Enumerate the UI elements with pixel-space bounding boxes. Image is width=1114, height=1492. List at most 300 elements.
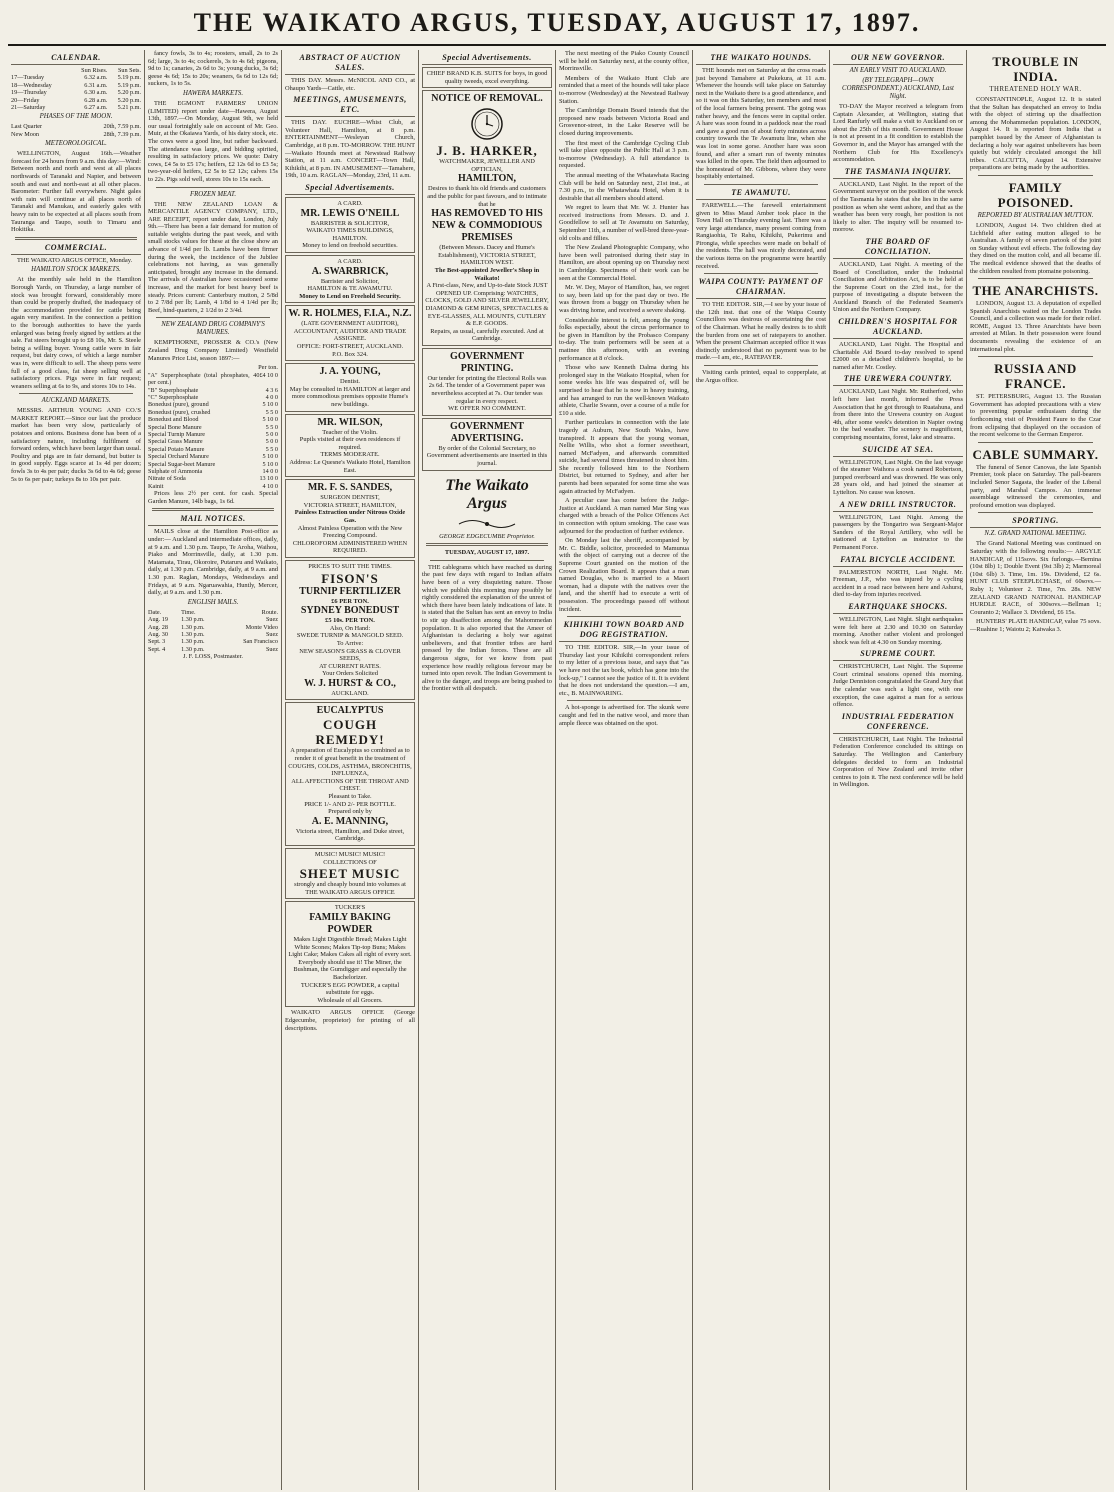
tasmania-report: AUCKLAND, Last Night. In the report of the Government surveyor on the position of the wreck of the Tasmania he states that she lies in the same position as when she went ashore, and that as the weather has been very rough, her position is not likely to alter. The inquiry will be resumed to-morrow. [833, 180, 963, 234]
waipa-county-title: WAIPA COUNTY: PAYMENT OF CHAIRMAN. [696, 277, 826, 299]
table-cell: Time. [181, 608, 196, 616]
ad-line: CHLOROFORM ADMINISTERED WHEN REQUIRED. [292, 539, 408, 555]
sporting-report: The Grand National Meeting was continued on Saturday with the following results:— ARGYLE HANDICAP, of 115sovs. Six furlongs.—Bernina (10st 8lb) 1; Double Event (9st 3lb) 2; Marmoreal (10st 6lb) 3. Time, 1m. 19s. Dividend, £2 6s. HUNT CLUB STEEPLECHASE, of 60sovs.—Ruby 1; Volunteer 2. Time, 7m. 28s. NEW ZEALAND GRAND NATIONAL HANDICAP HURDLE RACE, of 300sovs.—Bellman 1; Couranto 2; Wallace 3. Dividend, £6 15s. [970, 540, 1101, 616]
divider [426, 543, 548, 546]
table-row [11, 82, 141, 89]
newspaper-nameplate [422, 475, 552, 561]
column-1 [8, 50, 145, 1490]
table-cell: 5 0 0 [265, 438, 278, 446]
table-row [148, 483, 278, 490]
masthead: THE WAIKATO ARGUS, TUESDAY, AUGUST 17, 1897. [8, 6, 1106, 46]
table-row [148, 646, 278, 653]
table-cell: Sun Sets. [117, 67, 141, 74]
table-row [148, 638, 278, 645]
ad-line: Money to lend on freehold securities. [302, 242, 398, 250]
column-2 [145, 50, 282, 1490]
news-paragraph: Further particulars in connection with the late tragedy at Auburn, New South Wales, have transpired. It appears that the young woman, Nellie Willis, who shot a former sweetheart, named McFadyen, and afterwards committed suicide, had several times threatened to shoot him. She recently followed him to the Northern District, but returned to Sydney, and after her parents had been separated for some time she was again attracted by McFadyen. [559, 419, 689, 495]
mail-notices-text: MAILS close at the Hamilton Post-office as under:— Auckland and intermediate offices, daily, at 9 a.m. and 1.30 p.m. Taupo, Te Aroha, Waihou, Piako and Morrinsville, daily, at 1.30 p.m. Matamata, Tirau, Okoroire, Putaruru and Waikato, daily, at 1.30 p.m. Cambridge, daily, at 9 a.m. and 1.30 p.m. Raglan, Mondays, Wednesdays and Fridays, at 9 a.m. Ngaruawahia, Huntly, Mercer, daily, at 9 a.m. and 1.30 p.m. [148, 528, 278, 597]
ad-heading: GOVERNMENT PRINTING. [450, 350, 524, 374]
table-row [11, 89, 141, 96]
table-row [148, 453, 278, 460]
table-row [11, 74, 141, 81]
sporting-report: HUNTERS' PLATE HANDICAP, value 75 sovs.—Ruahine 1; Waiotu 2; Kaiwaka 3. [970, 618, 1101, 633]
ad-line: AT CURRENT RATES. [319, 662, 381, 670]
auction-sales-title: ABSTRACT OF AUCTION SALES. [285, 53, 415, 75]
table-row [148, 624, 278, 631]
leader-article: THE cablegrams which have reached us during the past few days with regard to Indian affairs have been of a very disquieting nature. Those which we publish this morning may possibly be rightly considered the explanation of the unrest of which there have been lately indications of late. It is stated that the Sultan has sent an envoy to India to stir up disaffection among the Mahommedan population. It is also reported that the Ameer of Afghanistan is declaring a holy war against unbelievers, and that frontier tribes are hard pressed by the Indian forces. These are all dangerous signs, for we know from past experience how readily religious fervour may be turned into open revolt. The Indian Government is alive to the danger, and troops are being pushed to the frontier with all despatch. [422, 563, 552, 693]
childrens-hospital-title: CHILDREN'S HOSPITAL FOR AUCKLAND. [833, 317, 963, 339]
ad-line: OFFICE: FORT-STREET, AUCKLAND. [296, 343, 404, 351]
news-paragraph: A peculiar case has come before the Judge-Justice at Auckland. A man named Mar Sing was charged with a breach of the Police Offences Act in connection with opium smoking. The case was adjourned for the production of further evidence. [559, 497, 689, 535]
column-4 [419, 50, 556, 1490]
table-cell: 1.30 p.m. [181, 638, 205, 646]
family-poisoned-subtitle: REPORTED BY AUSTRALIAN MUTTON. [977, 211, 1094, 219]
table-cell: Sept. 4 [148, 645, 166, 653]
ad-line: PRICE 1/- AND 2/- PER BOTTLE. [304, 800, 396, 808]
commercial-title: COMMERCIAL. [11, 243, 141, 255]
ad-line: Also, On Hand: [329, 624, 371, 632]
table-cell: Bonedust and Blood [148, 416, 199, 424]
table-cell [11, 67, 70, 74]
table-cell: Aug. 19 [148, 616, 168, 624]
table-cell: 5.20 p.m. [117, 96, 141, 104]
ad-line: HAMILTON, [457, 173, 517, 185]
ad-line: Our tender for printing the Electoral Rolls was 2s 6d. The tender of a Government paper was nevertheless accepted at 7s. Our tender was regular in every respect. [427, 374, 547, 405]
governor-heading: AN EARLY VISIT TO AUCKLAND. [849, 67, 947, 74]
table-cell: Bonedust (pure), crushed [148, 408, 211, 416]
table-row [148, 616, 278, 623]
te-awamutu-report: FAREWELL.—The farewell entertainment given to Miss Maud Amber took place in the Town Hall on Thursday evening last. There was a very large attendance, many present coming from Rangiaohia, Te Rahu, Kihikihi, Pukerimu and Pirongia, while speeches were made on behalf of the residents. The hall was nicely decorated, and the various items on the programme were heartily received. [696, 201, 826, 270]
commercial-subtitle: THE WAIKATO ARGUS OFFICE, Monday. [17, 256, 133, 264]
news-paragraph: On Monday last the sheriff, accompanied by Mr. C. Biddle, solicitor, proceeded to Mamunua with the object of carrying out a decree of the Supreme Court granted on the motion of the Crown Realization Board. It appears that a man named Douglas, who is married to a Maori woman, had a dispute with the natives over the land, and the sheriff had to execute a writ of possession. The proceedings passed off without incident. [559, 537, 689, 613]
governor-report: TO-DAY the Mayor received a telegram from Captain Alexander, at Wellington, stating that Lord Ranfurly will make a visit to Auckland on or about the 25th of this month. Government House is not at present in a fit condition to establish the Governor in, and the Mayor has arranged with the Northern Club for His Excellency's accommodation. [833, 103, 963, 164]
table-cell: Suez [265, 631, 278, 639]
fisons-advert [285, 560, 415, 701]
postmaster-signature: J. F. LOSS, Postmaster. [182, 653, 244, 661]
ad-line: Prepared only by [328, 808, 372, 816]
ad-line: Your Orders Solicited [322, 670, 378, 678]
sheet-music-advert [285, 848, 415, 899]
poultry-prices-text: fancy fowls, 3s to 4s; roosters, small, 2s to 2s 6d; large, 3s to 4s; cockerels, 3s to 4s 6d; pigeons, 9d to 1s; canaries, 2s 6d to 3s; young ducks, 3s 6d; geese 4s 6d; 15s to 20s; weaners, 6s 6d to 12s 6d; suckers, 1s to 5s. [148, 50, 278, 88]
table-cell: 6.30 a.m. [84, 89, 108, 97]
visiting-cards-note: Visiting cards printed, equal to copperplate, at the Argus office. [696, 369, 826, 384]
ad-line: Victoria street, Hamilton, and Duke street, Cambridge. [295, 827, 405, 843]
divider [567, 616, 681, 617]
table-cell: Special Grass Manure [148, 438, 203, 446]
ad-line: HAMILTON. [332, 234, 368, 242]
news-paragraph: A hot-sponge is advertised for. The skunk were caught and fed in the native wool, and more than ample fleece was obtained on the spot. [559, 704, 689, 727]
ad-line: (Between Messrs. Dacey and Hume's Establishment), VICTORIA STREET, HAMILTON WEST. [438, 244, 536, 267]
childrens-hospital-report: AUCKLAND, Last Night. The Hospital and Charitable Aid Board to-day resolved to spend £2000 on a detached children's hospital, to be named after Mr. Costley. [833, 341, 963, 371]
table-cell: 28th, 7.39 p.m. [103, 130, 141, 138]
ad-line: Wholesale of all Grocers. [317, 996, 383, 1004]
ad-line: ACCOUNTANT, AUDITOR AND TRADE ASSIGNEE. [293, 327, 407, 343]
ad-line: TURNIP FERTILIZER [299, 585, 401, 597]
ad-line: A CARD. [337, 199, 363, 207]
table-cell: Special Sugar-beet Manure [148, 460, 216, 468]
table-cell: 5 10 0 [262, 460, 278, 468]
auckland-markets-title: AUCKLAND MARKETS. [41, 397, 111, 405]
ad-line: Address: Le Quesne's Waikato Hotel, Hamilton East. [289, 459, 411, 474]
ad-line: SWEDE TURNIP & MANGOLD SEED. [296, 632, 404, 640]
news-paragraph: We regret to learn that Mr. W. J. Hunter has received instructions from Messrs. D. and J. Goodfellow to sell at Te Awamutu on Saturday, September 11th, a number of well-bred three-year-old colts and fillies. [559, 204, 689, 242]
table-cell: 6.27 a.m. [84, 104, 108, 112]
ad-line: May be consulted in HAMILTON at larger and more commodious premises opposite Hume's new buildings. [289, 385, 411, 409]
ad-line: VICTORIA STREET, HAMILTON, [303, 501, 397, 509]
ad-line: BARRISTER & SOLICITOR, [310, 219, 390, 227]
ad-line: HAMILTON & TE AWAMUTU. [307, 285, 393, 293]
ad-line: £5 10s. PER TON. [325, 617, 375, 625]
table-cell: 13 10 0 [259, 475, 278, 483]
table-cell: Nitrate of Soda [148, 475, 186, 483]
swarbrick-advert [285, 255, 415, 303]
table-cell: 5 5 0 [265, 423, 278, 431]
news-paragraph: Those who saw Kenneth Dalma during his prolonged stay in the Waikato Hospital, when for some weeks his life was despaired of, will be surprised to hear that he is now in heavy training, and has arranged to run the well-known Waikato athlete, Charlie Swann, over a course of a mile for £10 a side. [559, 364, 689, 417]
anarchists-report: LONDON, August 13. A deputation of expelled Spanish Anarchists waited on the London Trades Council, and a collection was made for their relief. ROME, August 13. Three Anarchists have been arrested at Milan. In their possession were found documents revealing the existence of an international plot. [970, 300, 1101, 353]
ad-heading: W. R. HOLMES, F.I.A., N.Z. [288, 308, 412, 320]
table-row [11, 97, 141, 104]
table-row [11, 104, 141, 111]
divider [430, 560, 544, 561]
divider [978, 278, 1093, 279]
divider [704, 365, 818, 366]
table-cell: 5 10 0 [262, 401, 278, 409]
bicycle-accident-report: PALMERSTON NORTH, Last Night. Mr. Freeman, J.P., who was injured by a cycling accident in a road race between here and Ashurst, died to-day from injuries received. [833, 568, 963, 599]
ad-line: Barrister and Solicitor, [320, 277, 380, 285]
table-cell: San Francisco [243, 638, 278, 646]
table-cell: 5.20 p.m. [117, 89, 141, 97]
auckland-markets-text: MESSRS. ARTHUR YOUNG AND CO.'S MARKET REPORT.—Since our last the produce market has been very slow, particularly of potatoes and onions. Business done has been of a satisfactory nature, including fulfilment of forward orders, which have been larger than usual. Poultry and pigs are in fair demand, but butter is in good supply. Eggs scarce at 1s 4d per dozen; fowls 3s to 4s per pair; ducks 3s 6d to 4s 6d; geese 5s to 6s per pair; turkeys 8s to 10s per pair. [11, 407, 141, 483]
earthquake-report: WELLINGTON, Last Night. Slight earthquakes were felt here at 2.30 and 10.30 on Saturday morning. Another rather violent and prolonged shock was felt at 4.30 on Sunday morning. [833, 615, 963, 646]
table-row [148, 409, 278, 416]
table-cell: Monte Video [245, 623, 278, 631]
frozen-meat-title: FROZEN MEAT. [189, 190, 237, 198]
table-cell: 5.19 p.m. [117, 74, 141, 82]
manure-note: Prices less 2½ per cent. for cash. Special Garden Manure, 14lb bags, 1s 6d. [148, 490, 278, 505]
table-cell: 1.30 p.m. [181, 645, 205, 653]
table-cell: Route. [261, 608, 278, 616]
news-paragraph: The annual meeting of the Whatawhata Racing Club will be held on Saturday next, 21st inst., at 7.30 p.m., to the Whatawhata Hotel, when it is desirable that all members should attend. [559, 171, 689, 202]
column-8 [967, 50, 1104, 1490]
meetings-title: MEETINGS, AMUSEMENTS, ETC. [285, 95, 415, 117]
earthquake-title: EARTHQUAKE SHOCKS. [833, 602, 963, 614]
table-cell: 6.31 a.m. [84, 81, 108, 89]
column-3 [282, 50, 419, 1490]
table-cell: 17—Tuesday [11, 74, 45, 82]
ad-heading: COUGH REMEDY! [315, 717, 385, 748]
urewera-title: THE UREWERA COUNTRY. [833, 374, 963, 386]
table-row [148, 609, 278, 616]
ad-line: P.O. Box 324. [332, 350, 368, 358]
divider [704, 273, 818, 274]
hounds-report: THE hounds met on Saturday at the cross roads just beyond Tamahere at Pukekura, at 11 a.m. Whenever the hounds will take place on Saturday next in the Waikato there is a good attendance, and so it was on this Saturday, ten members and most of the local farmers being present. The going was rather heavy, and the fences were in capital order. A hare was soon found in a paddock near the road and gave a good run of about forty minutes across country towards the Te Awamutu line, when she was lost in some gorse. Another hare was soon found, and after a smart run of twenty minutes was killed in the open. The field then adjourned to the homestead of Mr. Gibbons, where they were hospitably entertained. [696, 67, 826, 181]
table-cell: 20—Friday [11, 96, 40, 104]
table-row [11, 67, 141, 74]
ad-line: A First-class, New, and Up-to-date Stock JUST OPENED UP. Comprising: WATCHES, CLOCKS, GOLD AND SILVER JEWELLERY, DIAMOND & GEM RINGS, SPECTACLES & EYE-GLASSES, ALL MOUNTS, CUTLERY & E.P. GOODS. [425, 282, 549, 328]
ad-line: To Arrive: [336, 639, 364, 647]
table-row [11, 131, 141, 138]
ad-line: PRICES TO SUIT THE TIMES. [308, 562, 392, 570]
ad-line: Money to Lend on Freehold Security. [299, 292, 401, 300]
english-mails-table [148, 609, 278, 653]
divider [15, 237, 137, 240]
column-5 [556, 50, 693, 1490]
federation-report: CHRISTCHURCH, Last Night. The Industrial Federation Conference concluded its sittings on Saturday. The Wellington and Canterbury delegates decided to form an Industrial Corporation of New Zealand and invite other centres to join it. The next conference will be held in Wellington. [833, 735, 963, 789]
ad-line: A. E. MANNING, [311, 815, 389, 827]
table-cell: 5 5 0 [265, 408, 278, 416]
meteorological-title: METEOROLOGICAL. [45, 140, 107, 148]
table-cell: Bonedust (pure), ground [148, 401, 209, 409]
calendar-title: CALENDAR. [11, 53, 141, 65]
moon-title: PHASES OF THE MOON. [39, 113, 113, 121]
ad-line: Almost Painless Operation with the New Freezing Compound. [297, 524, 403, 540]
table-cell: Sun Rises. [81, 67, 108, 74]
india-subtitle: THREATENED HOLY WAR. [989, 86, 1082, 93]
chief-brand-advert [422, 67, 552, 88]
ad-heading: J. A. YOUNG, [319, 366, 381, 378]
ad-heading: MR. F. S. SANDES, [307, 482, 393, 494]
government-advertising-advert [422, 418, 552, 471]
table-cell: 4 0 0 [265, 394, 278, 401]
suicide-title: SUICIDE AT SEA. [833, 445, 963, 457]
family-poisoned-report: LONDON, August 14. Two children died at Lichfield after eating mutton alleged to be Australian. A family of seven partook of the joint on Sunday without evil effects. The following day they dined on the mutton cold, and all became ill. The medical evidence showed that the deaths of the children resulted from ptomaine poisoning. [970, 221, 1101, 275]
ad-line: Repairs, as usual, carefully executed. And at Cambridge. [430, 327, 544, 343]
eucalyptus-advert [285, 702, 415, 846]
russia-france-report: ST. PETERSBURG, August 13. The Russian Government has adopted precautions with a view to preventing popular enthusiasm during the forthcoming visit of President Faure to the Czar from eclipsing that displayed on the occasion of the recent welcome to the German Emperor. [970, 393, 1101, 439]
family-poisoned-title: FAMILY POISONED. [997, 179, 1074, 210]
table-cell: Sulphate of Ammonia [148, 468, 203, 476]
russia-france-title: RUSSIA AND FRANCE. [994, 361, 1077, 392]
ad-heading: J. B. HARKER, [436, 143, 538, 159]
conciliation-report: AUCKLAND, Last Night. A meeting of the Board of Conciliation, under the Industrial Conciliation and Arbitration Act, is to be held at the Supreme Court on the 23rd inst., for the purpose of investigating a dispute between the Auckland Branch of the Federated Seamen's Union and the Northern Company. [833, 260, 963, 314]
ad-line: Pupils visited at their own residences if required. [299, 436, 401, 451]
ad-line: THE WAIKATO ARGUS OFFICE [305, 888, 395, 896]
table-row [148, 387, 278, 394]
table-cell: Special Orchard Manure [148, 453, 209, 461]
table-row [148, 446, 278, 453]
ad-line: HAS REMOVED TO HIS NEW & COMMODIOUS PREMISES [431, 208, 543, 244]
conciliation-title: THE BOARD OF CONCILIATION. [833, 237, 963, 259]
governor-byline: (BY TELEGRAPH—OWN CORRESPONDENT.) AUCKLAND, Last Night. [842, 77, 954, 100]
drug-company-subtitle: KEMPTHORNE, PROSSER & CO.'s (New Zealand Drug Company Limited) Westfield Manures Price List, season 1897:— [148, 339, 278, 362]
ad-line: SURGEON DENTIST, [320, 494, 380, 502]
ad-heading: GOVERNMENT ADVERTISING. [450, 420, 524, 444]
ad-heading: FISON'S [321, 570, 379, 586]
sandes-dentist-advert [285, 479, 415, 558]
hounds-title: THE WAIKATO HOUNDS. [696, 53, 826, 65]
ad-line: strongly and cheaply bound into volumes at [294, 881, 406, 889]
argus-office-note: WAIKATO ARGUS OFFICE (George Edgecumbe, proprietor) for printing of all descriptions. [285, 1009, 415, 1032]
ad-line: COLLECTIONS OF [323, 858, 377, 866]
suicide-report: WELLINGTON, Last Night. On the last voyage of the steamer Waihora a cook named Robertson, jumped overboard and was drowned. He was only 28 years old, and had joined the steamer at Lyttelton. No cause was known. [833, 458, 963, 496]
drill-instructor-report: WELLINGTON, Last Night. Among the passengers by the Tongariro was Sergeant-Major Sanders of the Royal Artillery, who will be stationed at Lyttelton as instructor to the Permanent Force. [833, 513, 963, 551]
ad-line: TUCKER'S [334, 904, 366, 912]
sporting-title: SPORTING. [970, 516, 1101, 528]
hamilton-markets-text: At the monthly sale held in the Hamilton Borough Yards, on Thursday, a large number of stock was brought forward, considerably more than could be properly drafted, the inadequacy of the accommodation provided for cattle being again very manifest. In the connection a petition to the borough authorities to have the yards enlarged was being freely signed by settlers at the sale. Fat steers brought up to £8 10s, Mr. S. Steele being a willing buyer. Young cattle were in fair request, but dairy cows, of which a large number was in, were difficult to sell. The sheep pens were full of a good class, fat sheep selling well at satisfactory prices. Pigs were in fair request; weaners selling at 6s to 9s, and stores 10s to 14s. [11, 276, 141, 390]
ad-line: AUCKLAND. [331, 689, 369, 697]
ad-line: WATCHMAKER, JEWELLER AND OPTICIAN, [439, 158, 535, 173]
meteorological-text: WELLINGTON, August 16th.—Weather forecast for 24 hours from 9 a.m. this day:—Wind: Between north and north and west at all places northwards of Taranaki and Napier, and between south and east and north-east at all other places. Barometer: Further fall everywhere. Night gales with rain will continue at all places north of Taranaki and Manukau, and easterly gales with heavy rain to be expected at all places south from Tauranga and Taupo, south to Timaru and Hokitika. [11, 150, 142, 234]
table-cell: 6.32 a.m. [84, 74, 108, 82]
table-row [148, 438, 278, 445]
ad-heading: A. SWARBRICK, [311, 265, 389, 277]
table-row [148, 631, 278, 638]
table-cell: Special Bone Manure [148, 423, 202, 431]
drill-instructor-title: A NEW DRILL INSTRUCTOR. [833, 500, 963, 512]
bicycle-accident-title: FATAL BICYCLE ACCIDENT. [833, 555, 963, 567]
divider [978, 356, 1093, 357]
table-cell: 6.28 a.m. [84, 96, 108, 104]
divider [19, 393, 133, 394]
news-paragraph: Mr. W. Dey, Mayor of Hamilton, has, we regret to say, been laid up for the past day or two. He was thrown from a buggy on Thursday when he was driving home, and received a severe shaking. [559, 284, 689, 314]
government-printing-advert [422, 348, 552, 416]
table-cell: Suez [265, 645, 278, 653]
table-cell: 5 0 0 [265, 431, 278, 439]
india-report: CONSTANTINOPLE, August 12. It is stated that the Sultan has despatched an envoy to India with the object of stirring up the disaffection among the Mohammedan population. LONDON, August 14. It is reported from India that a pamphlet issued by the Ameer of Afghanistan is declaring a holy war against unbelievers has been quietly but widely circulated amongst the hill tribes. CALCUTTA, August 14. Extensive preparations are being made by the authorities. [970, 96, 1101, 172]
ad-line: NEW SEASON'S GRASS & CLOVER SEEDS, [299, 647, 401, 663]
english-mails-title: ENGLISH MAILS. [187, 598, 239, 606]
auction-sales-text: THIS DAY. Messrs. McNICOL AND CO., at Ohaupo Yards—Cattle, etc. [285, 77, 415, 92]
ad-line: Desires to thank his old friends and customers and the public for past favours, and to intimate that he [427, 185, 547, 208]
drug-unit-label: Per ton. [258, 364, 278, 372]
divider [978, 175, 1093, 176]
ad-line: The Best-appointed Jeweller's Shop in Waikato! [434, 266, 540, 282]
table-cell: Kainit [148, 482, 164, 490]
table-cell: 14 0 0 [262, 468, 278, 476]
ad-line: A preparation of Eucalyptus so combined as to render it of great benefit in the treatment of [290, 747, 410, 763]
te-awamutu-title: TE AWAMUTU. [696, 188, 826, 200]
tuckers-advert [285, 901, 415, 1007]
moon-table [11, 123, 141, 138]
news-paragraph: The Cambridge Domain Board intends that the proposed new roads between Victoria Road and Grosvenor-street, in the Lake Reserve will be closed during improvements. [559, 107, 689, 137]
governor-title: OUR NEW GOVERNOR. [833, 53, 963, 65]
columns [8, 50, 1106, 1490]
divider [156, 187, 270, 188]
ad-line: By order of the Colonial Secretary, no Government advertisements are inserted in this journal. [426, 444, 548, 468]
supreme-court-report: CHRISTCHURCH, Last Night. The Supreme Court criminal sessions opened this morning. Judge Denniston congratulated the Grand Jury that the calendar was such a light one, with one exception, the case against a man for a serious offence. [833, 663, 963, 709]
ad-line: Painless Extraction under Nitrous Oxide Gas. [294, 509, 406, 524]
drug-company-title: NEW ZEALAND DRUG COMPANY'S MANURES. [161, 321, 265, 337]
table-row [148, 468, 278, 475]
column-7 [830, 50, 967, 1490]
news-paragraph: Considerable interest is felt, among the young folks especially, about the circus performance to be given in Hamilton by the Probasco Company to-day. The train performers will be seen at a matinee this afternoon, with an evening performance at 8 o'clock. [559, 316, 689, 362]
special-ads-title: Special Advertisements. [422, 53, 552, 65]
mail-notices-title: MAIL NOTICES. [148, 514, 278, 526]
table-cell: 5 10 0 [262, 453, 278, 461]
ad-line: Teacher of the Violin. [322, 428, 378, 436]
table-cell: 18—Wednesday [11, 81, 52, 89]
waipa-county-letter: TO THE EDITOR. SIR,—I see by your issue of the 12th inst. that one of the Waipa County Councillors was desirous of ascertaining the cost of the Chairman. What he really desires is to shift the burden from one set of ratepayers to another. When the present Chairman accepted office it was distinctly understood that no payment was to be made.—I am, etc., RATEPAYER. [696, 301, 826, 362]
ad-line: WE OFFER NO COMMENT. [448, 405, 526, 413]
paper-proprietor: GEORGE EDGECUMBE Proprietor. [439, 532, 535, 540]
ad-line: (LATE GOVERNMENT AUDITOR), [301, 320, 399, 328]
calendar-table [11, 67, 141, 111]
ad-line: A CARD. [337, 257, 363, 265]
ad-line: COUGHS, COLDS, ASTHMA, BRONCHITIS, INFLUENZA, [288, 762, 412, 778]
news-paragraph: Members of the Waikato Hunt Club are reminded that a meet of the hounds will take place to-morrow (Wednesday) at the Newstead Railway Station. [559, 74, 689, 105]
wilson-violin-advert [285, 414, 415, 478]
hawera-markets-text: THE EGMONT FARMERS' UNION (LIMITED) report under date—Hawera, August 13th, 1897.—On Monday, August 9th, we held our usual fortnightly sale on account of Mr. Geo. Muir, at the Okaiawa Yards, of his dairy stock, etc. The cows were a good line, but rather backward. The attendance was large, and bidding spirited, resulting in satisfactory prices. We quote: Dairy cows, £4 5s to £5 17s; heifers, £2 12s 6d to £3 5s; two-year-old heifers, £2 5s to £2 12s; calves 15s to 22s. Pigs sold well, stores 10s to 15s each. [148, 99, 278, 183]
young-dentist-advert [285, 363, 415, 411]
paper-title: The Waikato Argus [445, 476, 529, 512]
india-title: TROUBLE IN INDIA. [992, 54, 1079, 84]
hawera-markets-title: HAWERA MARKETS. [182, 89, 244, 97]
cable-summary-title: CABLE SUMMARY. [972, 446, 1099, 462]
table-row [11, 123, 141, 130]
ad-heading: MR. LEWIS O'NEILL [300, 207, 400, 219]
table-cell: Special Turnip Manure [148, 431, 206, 439]
table-cell: 1.30 p.m. [181, 631, 205, 639]
table-cell: "C" Superphosphate [148, 394, 199, 401]
table-cell: Aug. 30 [148, 631, 168, 639]
table-cell: 1.30 p.m. [181, 616, 205, 624]
table-cell: 19—Thursday [11, 89, 47, 97]
ad-heading: SHEET MUSIC [299, 866, 401, 882]
cable-summary-report: The funeral of Senor Canovas, the late Spanish Premier, took place on Saturday. The pall-bearers included Senor Sagasta, the leader of the Liberal party, and Marshal Campos. An immense assemblage witnessed the ceremonies, and profound emotion was displayed. [970, 463, 1101, 509]
divider [567, 700, 681, 701]
ad-line: £6 PER TON. [331, 597, 369, 605]
table-cell: 21—Saturday [11, 104, 46, 112]
table-cell: 5.21 p.m. [117, 104, 141, 112]
ad-heading: NOTICE OF REMOVAL. [431, 93, 543, 105]
news-paragraph: The New Zealand Photographic Company, who have been well patronised during their stay in Hamilton, are about opening up on Thursday next in Cambridge. Specimens of their work can be seen at the Commercial Hotel. [559, 244, 689, 282]
ad-line: W. J. HURST & CO., [304, 677, 396, 689]
table-row [148, 394, 278, 401]
table-row [148, 401, 278, 408]
table-cell: 20th, 7.59 p.m. [103, 123, 141, 131]
news-paragraph: The first meet of the Cambridge Cycling Club will take place opposite the Public Hall at 3 p.m. to-morrow (Wednesday). A full attendance is requested. [559, 139, 689, 170]
anarchists-title: THE ANARCHISTS. [972, 283, 1099, 299]
table-cell: Aug. 28 [148, 623, 168, 631]
ad-heading: EUCALYPTUS [316, 705, 384, 717]
table-cell: £4 10 0 [259, 371, 278, 379]
ad-line: Everybody should use it! The Miner, the Bushman, the Gumdigger and especially the Bachelorizer. [293, 958, 407, 981]
table-cell: Last Quarter [11, 123, 43, 131]
table-cell: "A" Superphosphate (total phosphates, 40 per cent.) [148, 371, 260, 387]
divider [978, 512, 1093, 513]
special-ads-title: Special Advertisements. [285, 183, 415, 195]
ad-line: MUSIC! MUSIC! MUSIC! [314, 851, 386, 858]
harker-removal-advert [422, 90, 552, 346]
divider [156, 317, 270, 318]
urewera-report: AUCKLAND, Last Night. Mr. Rutherford, who left here last month, informed the Press Association that he got through to Ruatahuna, and from there into the Urewera country on August 4th, after some week's detention in Napier owing to the bad weather. The scenery is magnificent, comprising mountains, forest, lake and streams. [833, 388, 963, 441]
table-cell: 5.19 p.m. [117, 81, 141, 89]
table-row [148, 416, 278, 423]
table-cell: 4 3 6 [265, 386, 278, 394]
divider [704, 184, 818, 185]
oneill-advert [285, 197, 415, 253]
kihikihi-letter: TO THE EDITOR. SIR,—In your issue of Thursday last your Kihikihi correspondent refers to my letter of a previous issue, and says that "as we have not the tax book, which has gone into the lock-up," I cannot see the justice of it. It is evident that he does not understand the question.—I am, etc., B. MAINWARING. [559, 644, 689, 697]
ad-line: WAIKATO TIMES BUILDINGS, [306, 227, 394, 235]
table-cell: "B" Superphosphate [148, 386, 199, 394]
holmes-advert [285, 305, 415, 361]
table-row [148, 461, 278, 468]
table-cell: 1.30 p.m. [181, 623, 205, 631]
frozen-meat-text: THE NEW ZEALAND LOAN & MERCANTILE AGENCY COMPANY, LTD., ARE RECEIPT, report under date, London, July 9th.—There has been a fair demand for mutton of suitable weights during the past week, and with small stocks values for these at the close show an advance of 1/4d per lb. Lambs have been firmer during the week, the incidence of the Jubilee celebrations not having, as was generally anticipated, brought any increase in the demand. The arrivals of Australian have occasioned some increase, and the market for best heavy beef is steady. Prices current: Canterbury mutton, 2 5/8d to 2 7/8d per lb; Lamb, 4 1/8d to 4 1/4d per lb; Beef, hind-quarters, 2 1/2d to 2 3/4d. [148, 200, 278, 314]
hamilton-markets-title: HAMILTON STOCK MARKETS. [31, 266, 121, 274]
ad-line: TERMS MODERATE. [320, 451, 380, 459]
table-cell: 4 10 0 [262, 482, 278, 490]
meetings-text: THIS DAY. EUCHRE—Whist Club, at Volunteer Hall, Hamilton, at 8 p.m. ENTERTAINMENT—Wesleyan Church, Cambridge, at 8 p.m. TO-MORROW. THE HUNT—Waikato Hounds meet at Newstead Railway Station, at 11 a.m. CONCERT—Town Hall, Kihikihi, at 8 p.m. IN AMUSEMENT—Tamahere, 19th, 10 a.m. RAGLAN—Monday, 23rd, 11 a.m. [285, 119, 416, 180]
ad-line: ALL AFFECTIONS OF THE THROAT AND CHEST. [291, 777, 409, 793]
ad-line: TUCKER'S EGG POWDER, a capital substitute for eggs. [300, 981, 400, 997]
table-row [148, 372, 278, 387]
table-row [148, 424, 278, 431]
ad-line: Makes Light Digestible Bread; Makes Light White Scones; Makes Tip-top Buns; Makes Light Cake; Makes Cakes all right of every sort. [288, 935, 412, 959]
ad-line: Dentist. [339, 378, 361, 386]
clock-icon [425, 107, 549, 141]
table-cell: 5 5 0 [265, 445, 278, 453]
